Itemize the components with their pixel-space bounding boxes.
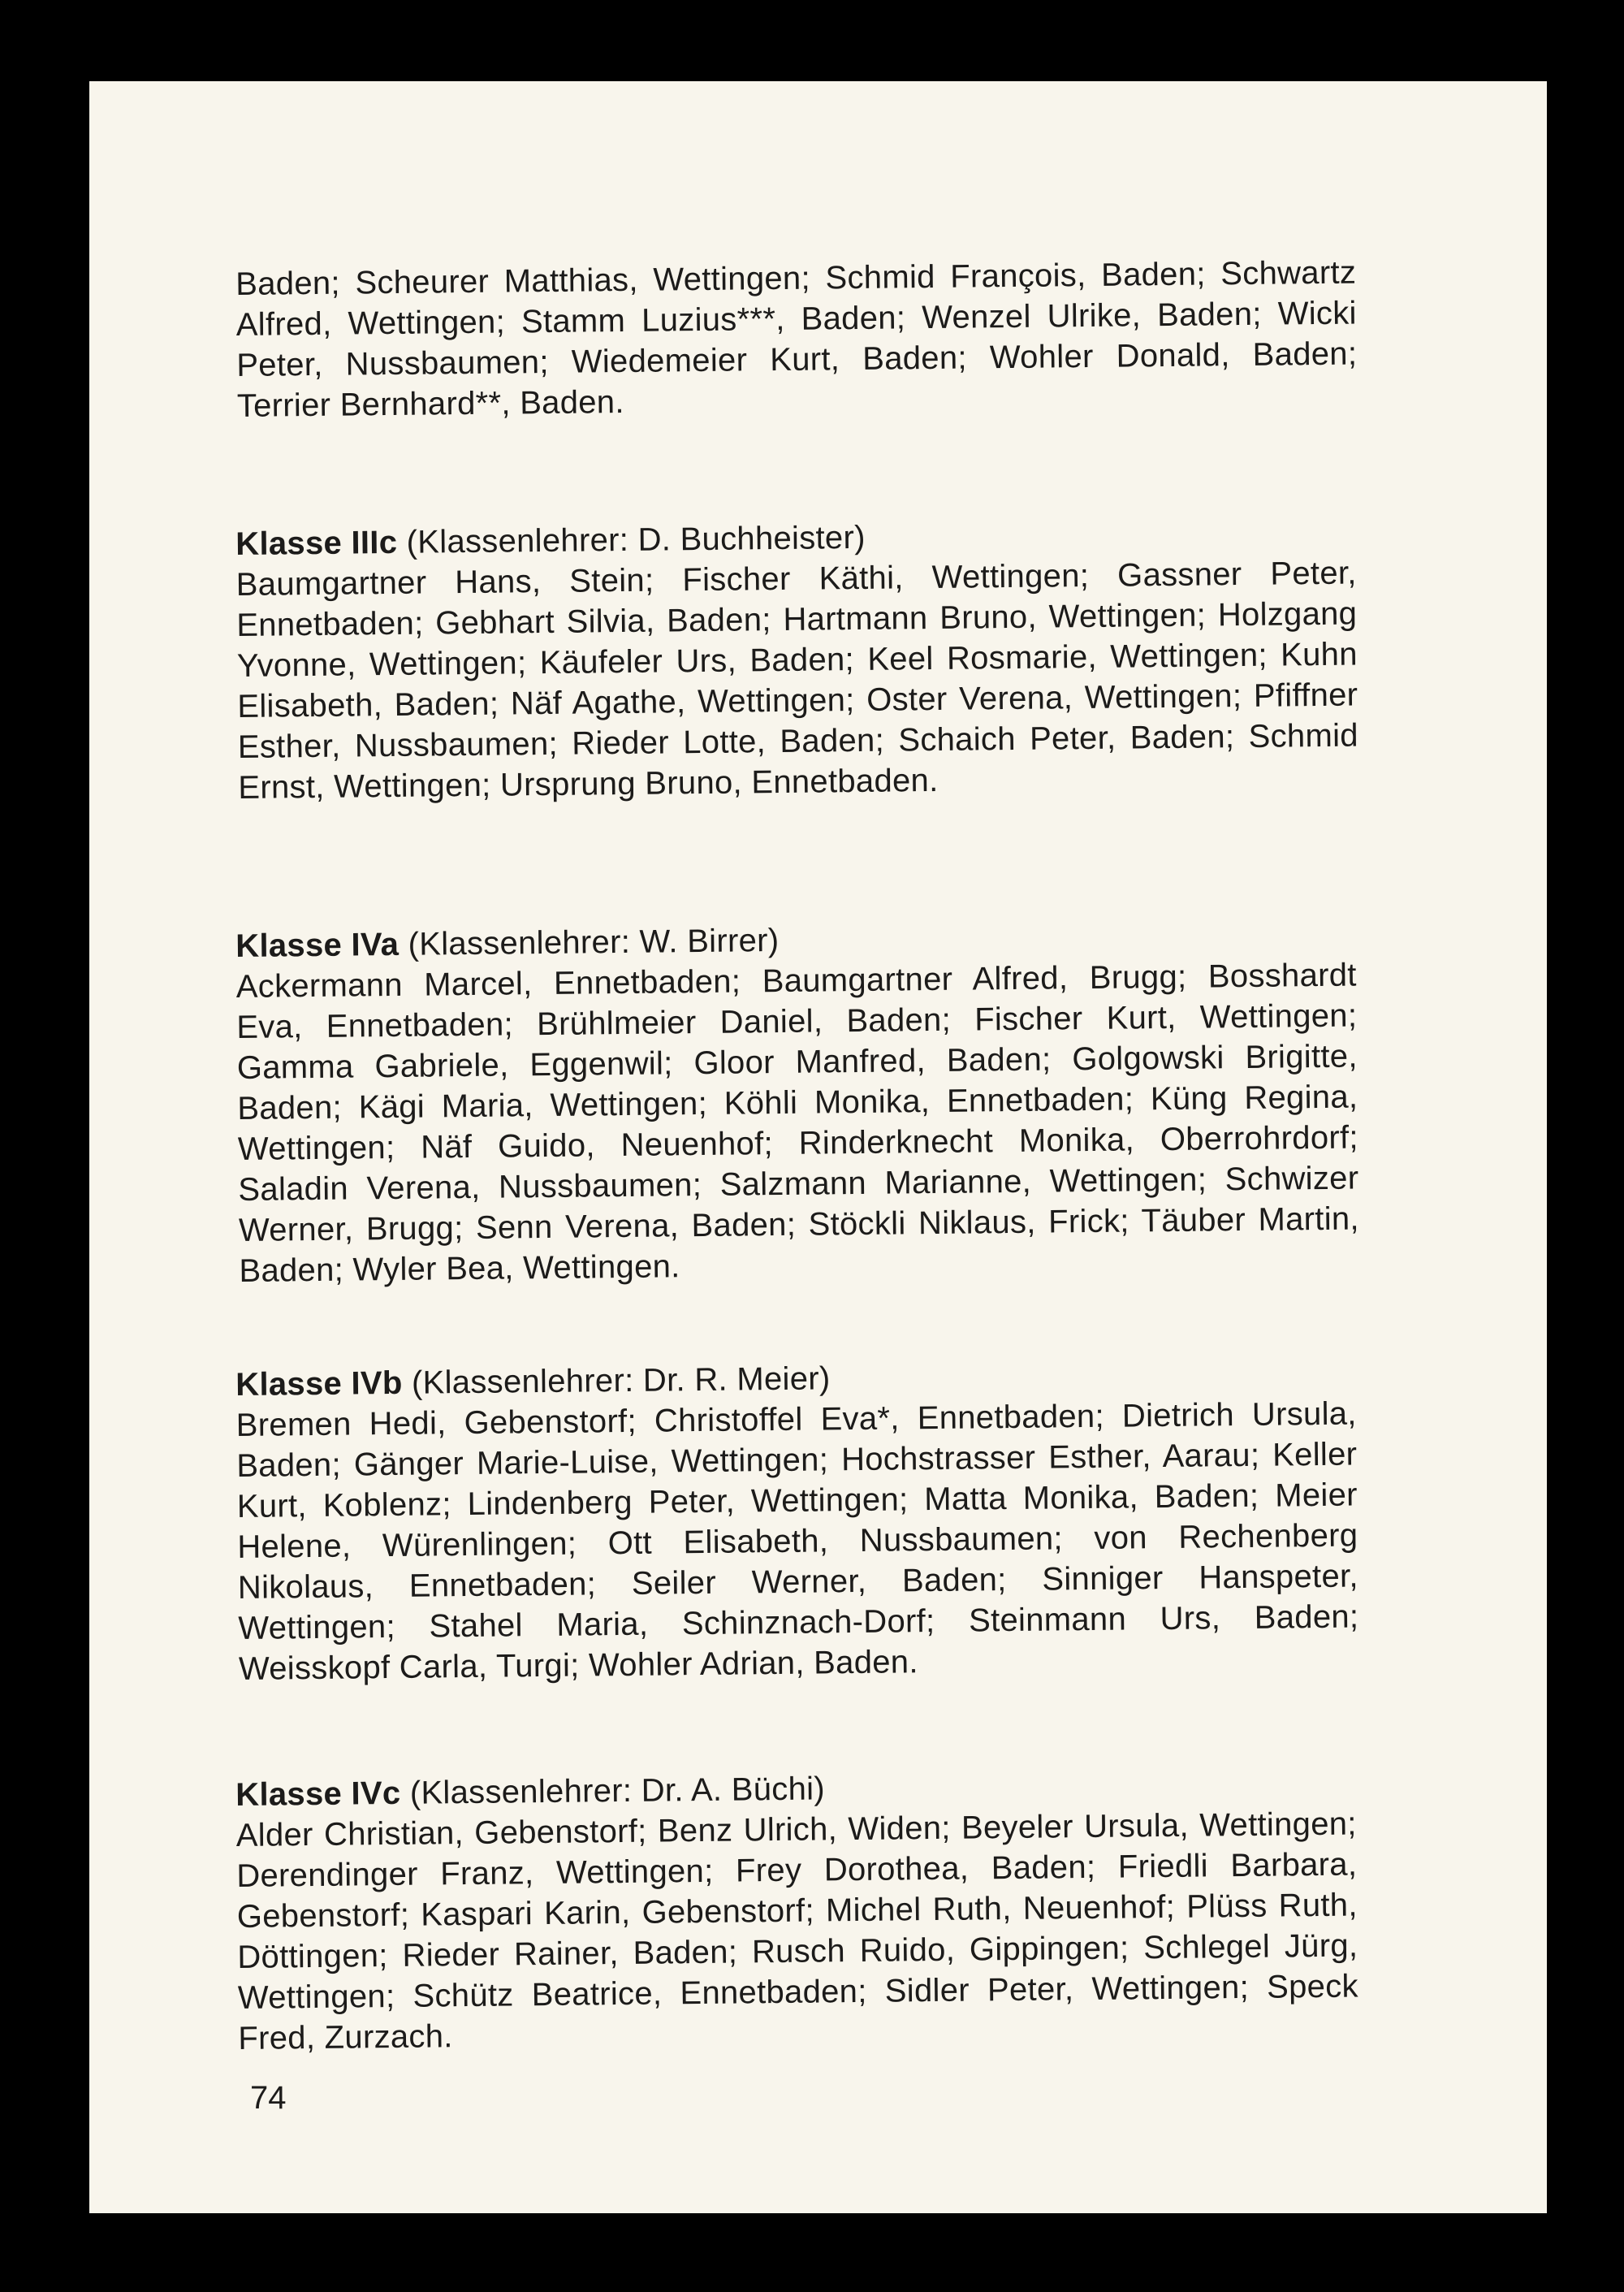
class-section-iiic xyxy=(235,512,1359,808)
class-students: Bremen Hedi, Gebenstorf; Christoffel Eva*, Ennetbaden; Dietrich Ursula, Baden; Gänger Marie-Luise, Wettingen; Hochstrasser Esther, Aarau; Keller Kurt, Koblenz; Lindenberg Peter, Wettingen; Matta Monika, Baden; Meier Helene, Würenlingen; Ott Elisabeth, Nussbaumen; von Rechenberg Nikolaus, Ennetbaden; Seiler Werner, Baden; Sinniger Hanspeter, Wettingen; Stahel Maria, Schinznach-Dorf; Steinmann Urs, Baden; Weisskopf Carla, Turgi; Wohler Adrian, Baden. xyxy=(235,1395,1359,1687)
document-page xyxy=(89,81,1547,2213)
class-section-ivc xyxy=(235,1763,1359,2059)
class-name: Klasse IVb xyxy=(235,1364,403,1403)
class-students: Baumgartner Hans, Stein; Fischer Käthi, Wettingen; Gassner Peter, Ennetbaden; Gebhart Silvia, Baden; Hartmann Bruno, Wettingen; Holzgang Yvonne, Wettingen; Käufeler Urs, Baden; Keel Rosmarie, Wettingen; Kuhn Elisabeth, Baden; Näf Agathe, Wettingen; Oster Verena, Wettingen; Pfiffner Esther, Nussbaumen; Rieder Lotte, Baden; Schaich Peter, Baden; Schmid Ernst, Wettingen; Ursprung Bruno, Ennetbaden. xyxy=(235,555,1359,806)
class-teacher: (Klassenlehrer: W. Birrer) xyxy=(408,922,780,962)
page-number: 74 xyxy=(250,2080,287,2116)
class-students: Alder Christian, Gebenstorf; Benz Ulrich, Widen; Beyeler Ursula, Wettingen; Derendinger Franz, Wettingen; Frey Dorothea, Baden; Friedli Barbara, Gebenstorf; Kaspari Karin, Gebenstorf; Michel Ruth, Neuenhof; Plüss Ruth, Döttingen; Rieder Rainer, Baden; Rusch Ruido, Gippingen; Schlegel Jürg, Wettingen; Schütz Beatrice, Ennetbaden; Sidler Peter, Wettingen; Speck Fred, Zurzach. xyxy=(235,1805,1359,2056)
class-section-ivb xyxy=(235,1353,1359,1689)
continuation-paragraph xyxy=(235,253,1358,426)
class-students: Ackermann Marcel, Ennetbaden; Baumgartner Alfred, Brugg; Bosshardt Eva, Ennetbaden; Brühlmeier Daniel, Baden; Fischer Kurt, Wettingen; Gamma Gabriele, Eggenwil; Gloor Manfred, Baden; Golgowski Brigitte, Baden; Kägi Maria, Wettingen; Köhli Monika, Ennetbaden; Küng Regina, Wettingen; Näf Guido, Neuenhof; Rinderknecht Monika, Oberrohrdorf; Saladin Verena, Nussbaumen; Salzmann Marianne, Wettingen; Schwizer Werner, Brugg; Senn Verena, Baden; Stöckli Niklaus, Frick; Täuber Martin, Baden; Wyler Bea, Wettingen. xyxy=(235,957,1360,1289)
class-name: Klasse IVa xyxy=(235,926,400,964)
continuation-text: Baden; Scheurer Matthias, Wettingen; Schmid François, Baden; Schwartz Alfred, Wettingen; Stamm Luzius***, Baden; Wenzel Ulrike, Baden; Wicki Peter, Nussbaumen; Wiedemeier Kurt, Baden; Wohler Donald, Baden; Terrier Bernhard**, Baden. xyxy=(235,254,1358,424)
class-section-iva xyxy=(235,915,1360,1291)
class-name: Klasse IIIc xyxy=(235,524,398,562)
class-name: Klasse IVc xyxy=(235,1775,401,1813)
class-teacher: (Klassenlehrer: D. Buchheister) xyxy=(406,519,866,560)
class-teacher: (Klassenlehrer: Dr. A. Büchi) xyxy=(409,1771,826,1811)
class-teacher: (Klassenlehrer: Dr. R. Meier) xyxy=(411,1360,831,1401)
